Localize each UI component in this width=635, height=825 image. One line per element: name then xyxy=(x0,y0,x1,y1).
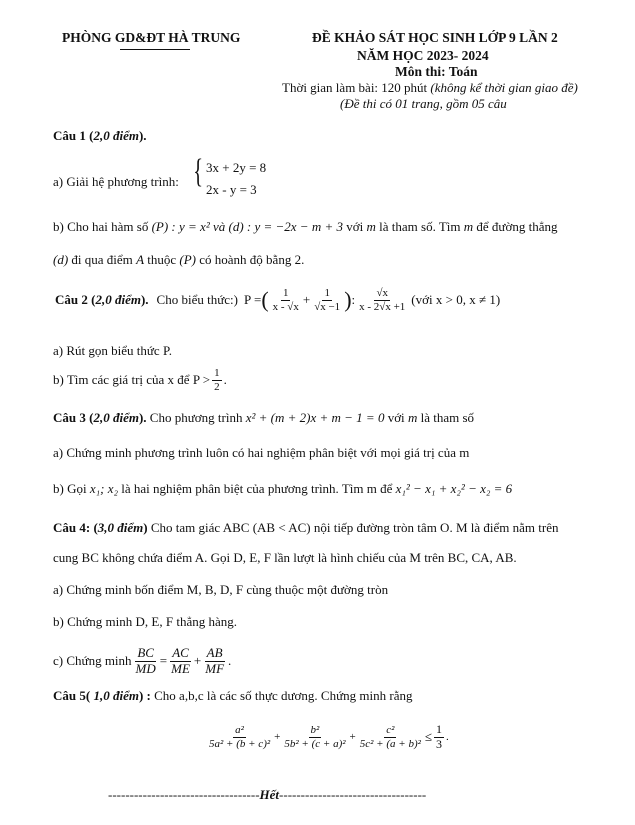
q1-close: ). xyxy=(138,128,147,143)
q4-frac1 xyxy=(134,646,158,677)
q5-le: ≤ xyxy=(424,729,433,745)
q5-frac-right xyxy=(434,723,444,752)
q4-c-pre: c) Chứng minh xyxy=(53,653,132,669)
q2-title xyxy=(55,292,149,308)
q4-text1: Cho tam giác ABC (AB < AC) nội tiếp đường tròn tâm O. M là điểm nằm trên xyxy=(147,520,559,535)
q2-den3: x - 2√x +1 xyxy=(359,300,406,313)
q1-score: 2,0 điểm xyxy=(93,128,139,143)
q1-b-functions: (P) : y = x² và (d) : y = −2x − m + 3 xyxy=(151,219,343,234)
q5-plus2: + xyxy=(349,731,356,744)
q5-frac2 xyxy=(282,724,347,750)
q3-line xyxy=(53,410,474,426)
q3-with: với xyxy=(384,410,408,425)
q2-num2: 1 xyxy=(324,287,330,299)
q4-line1 xyxy=(53,520,558,536)
q5-rn: 1 xyxy=(436,722,443,736)
q4-f1-den: MD xyxy=(135,660,156,676)
q2-plus: + xyxy=(302,292,311,308)
q1-b-A: A xyxy=(136,252,145,267)
q2-lparen: ( xyxy=(261,287,269,313)
time-note: (không kể thời gian giao đề) xyxy=(430,80,578,95)
q4-line2: cung BC không chứa điểm A. Gọi D, E, F lần lượt là hình chiếu của M trên BC, CA, AB. xyxy=(53,550,517,565)
q4-score: 3,0 điểm xyxy=(97,520,144,535)
q5-n1: a² xyxy=(235,724,244,737)
q1-b-line1 xyxy=(53,219,557,235)
q2-close: ). xyxy=(140,292,149,308)
q3-b-pre: b) Gọi xyxy=(53,481,90,496)
q2-condition: (với x > 0, x ≠ 1) xyxy=(411,292,501,308)
q5-rd: 3 xyxy=(436,736,443,751)
q3-title xyxy=(53,410,147,425)
q4-close: ) xyxy=(143,520,148,535)
q5-d3: 5c² + (a + b)² xyxy=(359,737,421,750)
q5-title xyxy=(53,688,151,703)
q1-b-end2: có hoành độ bằng 2. xyxy=(196,252,305,267)
q2-label: Câu 2 ( xyxy=(55,292,96,308)
q4-title xyxy=(53,520,148,535)
q4-c-end: . xyxy=(228,653,232,669)
q3-param: là tham số xyxy=(417,410,475,425)
q2-frac1 xyxy=(271,287,301,313)
q5-intro: Cho a,b,c là các số thực dương. Chứng minh rằng xyxy=(150,688,413,703)
q5-d1: 5a² + (b + c)² xyxy=(209,737,271,750)
q1-b-pre: b) Cho hai hàm số xyxy=(53,219,152,234)
q4-eq: = xyxy=(159,653,168,669)
q1-b-post: là tham số. Tìm xyxy=(375,219,464,234)
q2-intro: Cho biểu thức:) xyxy=(156,292,238,308)
footer-end xyxy=(108,787,426,803)
q2-line xyxy=(55,287,500,313)
q5-d2: 5b² + (c + a)² xyxy=(284,737,346,750)
q4-f1-num: BC xyxy=(137,645,154,660)
q2-b-num: 1 xyxy=(214,367,220,379)
q4-label: Câu 4: ( xyxy=(53,520,98,535)
q5-frac3 xyxy=(358,724,423,750)
q2-a: a) Rút gọn biểu thức P. xyxy=(53,343,172,358)
header-underline xyxy=(120,49,190,50)
q1-brace: { xyxy=(193,153,204,190)
q4-plus: + xyxy=(193,653,202,669)
q1-title xyxy=(53,128,147,144)
footer-dashes-right: ---------------------------------- xyxy=(279,787,427,802)
q1-a-text: a) Giải hệ phương trình: xyxy=(53,174,179,189)
exam-title: ĐỀ KHẢO SÁT HỌC SINH LỚP 9 LẦN 2 xyxy=(312,30,558,45)
q4-f2-num: AC xyxy=(172,645,189,660)
q5-n2: b² xyxy=(310,724,320,737)
q3-b xyxy=(53,481,512,497)
q3-m: m xyxy=(407,410,418,425)
q5-frac1 xyxy=(207,724,272,750)
q2-b-den: 2 xyxy=(214,380,220,393)
q4-f3-num: AB xyxy=(206,645,223,660)
q3-label: Câu 3 ( xyxy=(53,410,94,425)
q5-line xyxy=(53,688,412,704)
q4-b: b) Chứng minh D, E, F thẳng hàng. xyxy=(53,614,237,629)
q2-frac2 xyxy=(312,287,342,313)
subject: Môn thi: Toán xyxy=(395,64,478,79)
q2-rparen: ) xyxy=(344,287,352,313)
school-name: PHÒNG GD&ĐT HÀ TRUNG xyxy=(62,30,241,45)
q4-frac2 xyxy=(169,646,192,677)
q5-label: Câu 5( xyxy=(53,688,91,703)
q1-b-end: để đường thẳng xyxy=(473,219,558,234)
q3-close: ). xyxy=(138,410,147,425)
q2-num3: √x xyxy=(376,287,388,299)
q1-b-m: m xyxy=(366,219,376,234)
q2-num1: 1 xyxy=(282,287,289,299)
page-count: (Đề thi có 01 trang, gồm 05 câu xyxy=(340,96,507,111)
q2-b-frac xyxy=(212,367,222,393)
q4-frac3 xyxy=(203,646,226,677)
q5-n3: c² xyxy=(386,724,395,737)
q3-score: 2,0 điểm xyxy=(93,410,139,425)
q3-equation: x² + (m + 2)x + m − 1 = 0 xyxy=(245,410,385,425)
q2-b xyxy=(53,367,227,393)
q4-f3-den: MF xyxy=(205,660,225,676)
q1-eq1: 3x + 2y = 8 xyxy=(206,160,267,175)
q2-den2: √x −1 xyxy=(314,300,341,313)
q5-plus1: + xyxy=(274,731,281,744)
q1-eq2: 2x - y = 3 xyxy=(206,182,257,197)
q2-b-pre: b) Tìm các giá trị của x để P > xyxy=(53,372,211,388)
q4-c xyxy=(53,646,231,677)
q1-b-mid: với xyxy=(343,219,367,234)
q1-b-m2: m xyxy=(463,219,474,234)
q2-score: 2,0 điểm xyxy=(95,292,141,308)
q1-b-mid2: đi qua điểm xyxy=(68,252,137,267)
q1-b-line2 xyxy=(53,252,304,268)
school-year: NĂM HỌC 2023- 2024 xyxy=(357,48,489,63)
q1-label: Câu 1 ( xyxy=(53,128,94,143)
q3-b-equation: x₁² − x₁ + x₂² − x₂ = 6 xyxy=(395,481,513,496)
footer-dashes-left: ----------------------------------- xyxy=(108,787,260,802)
q5-inequality xyxy=(205,723,449,752)
q3-b-roots: x₁; x₂ xyxy=(89,481,119,496)
q3-a: a) Chứng minh phương trình luôn có hai nghiệm phân biệt với mọi giá trị của m xyxy=(53,445,470,460)
q5-end: . xyxy=(446,731,449,744)
footer-het: Hết xyxy=(259,787,280,802)
q2-frac3 xyxy=(357,287,407,313)
q2-b-end: . xyxy=(223,372,227,388)
time-line xyxy=(282,80,578,96)
q1-b-P2: (P) xyxy=(179,252,197,267)
q2-den1: x - √x xyxy=(272,300,299,313)
q4-a: a) Chứng minh bốn điểm M, B, D, F cùng thuộc một đường tròn xyxy=(53,582,389,597)
q3-intro: Cho phương trình xyxy=(146,410,246,425)
q2-colon: : xyxy=(351,292,356,308)
q5-close: ) : xyxy=(138,688,151,703)
q4-f2-den: ME xyxy=(171,660,190,676)
q3-b-mid: là hai nghiệm phân biệt của phương trình. Tìm m để xyxy=(118,481,396,496)
q1-b-d: (d) xyxy=(53,252,69,267)
time-prefix: Thời gian làm bài: 120 phút xyxy=(282,80,431,95)
q5-score: 1,0 điểm xyxy=(90,688,139,703)
q1-b-mid3: thuộc xyxy=(144,252,180,267)
q2-P: P = xyxy=(243,292,262,308)
